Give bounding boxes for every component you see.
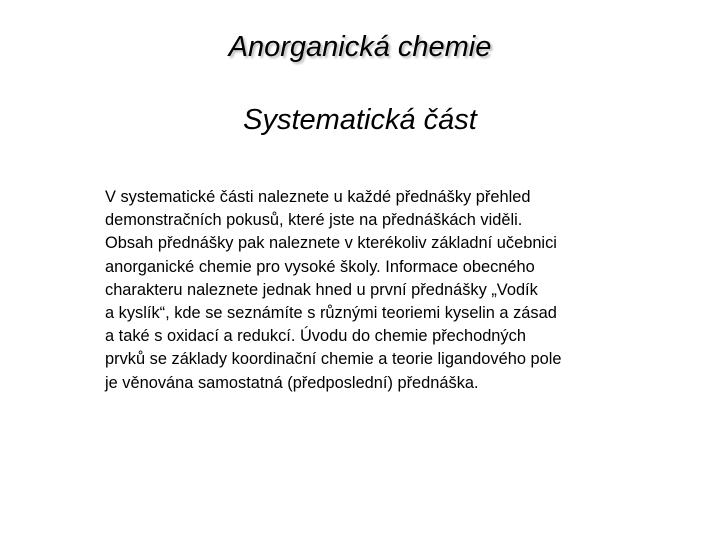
- body-paragraph: [105, 186, 625, 395]
- slide-subtitle: Systematická část: [243, 104, 477, 136]
- body-line: je věnována samostatná (předposlední) přednáška.: [105, 373, 479, 392]
- body-line: a kyslík“, kde se seznámíte s různými teoriemi kyselin a zásad: [105, 304, 557, 323]
- body-line: demonstračních pokusů, které jste na přednáškách viděli.: [105, 211, 523, 230]
- body-line: charakteru naleznete jednak hned u první přednášky „Vodík: [105, 280, 538, 299]
- slide-title: Anorganická chemie: [228, 31, 492, 63]
- body-line: prvků se základy koordinační chemie a teorie ligandového pole: [105, 350, 562, 369]
- body-line: a také s oxidací a redukcí. Úvodu do chemie přechodných: [105, 327, 526, 346]
- body-line: Obsah přednášky pak naleznete v kterékoliv základní učebnici: [105, 234, 557, 253]
- body-line: anorganické chemie pro vysoké školy. Informace obecného: [105, 257, 535, 276]
- body-line: V systematické části naleznete u každé přednášky přehled: [105, 188, 531, 206]
